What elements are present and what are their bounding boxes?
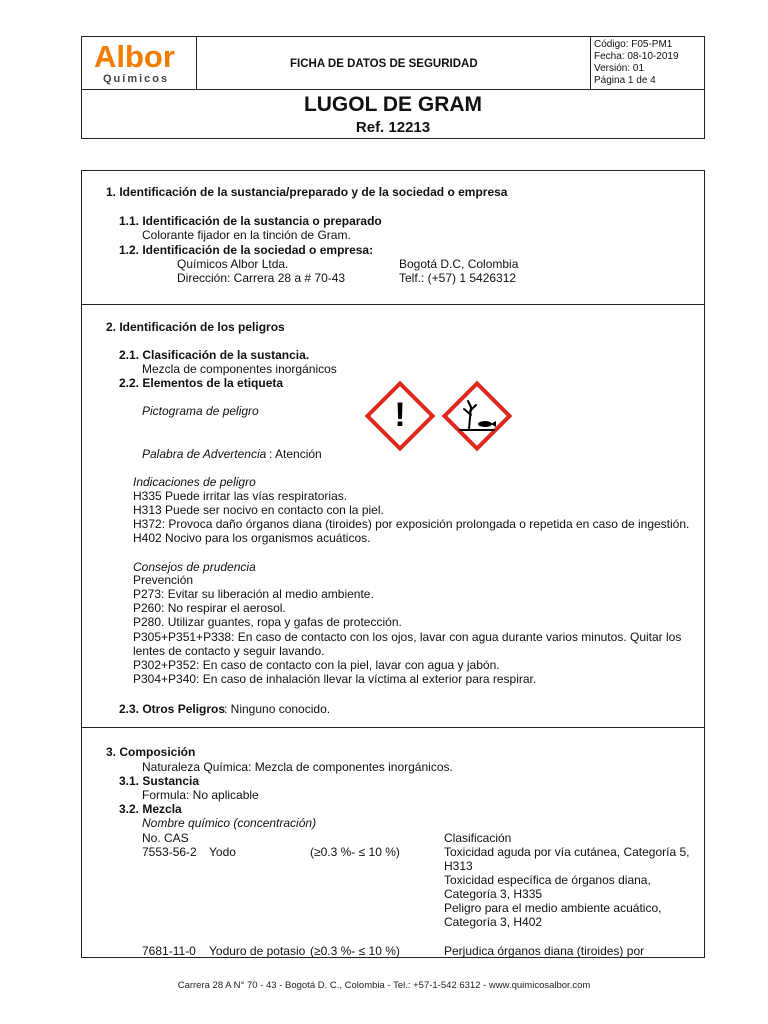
chemical-nature: Naturaleza Química: Mezcla de componentes inorgánicos.	[142, 760, 453, 774]
section1-1-text: Colorante fijador en la tinción de Gram.	[142, 228, 351, 242]
hazard-statement: H335 Puede irritar las vías respiratorias.	[133, 489, 348, 503]
section2-2-heading: 2.2. Elementos de la etiqueta	[119, 376, 284, 390]
section2-1-text: Mezcla de componentes inorgánicos	[142, 362, 337, 376]
company-phone: Telf.: (+57) 1 5426312	[399, 271, 517, 285]
precaution-statement: P302+P352: En caso de contacto con la piel, lavar con agua y jabón.	[133, 658, 500, 672]
section3-heading: 3. Composición	[106, 745, 196, 759]
environment-hazard-icon	[442, 381, 512, 451]
classification-line: Categoría 3, H402	[444, 915, 543, 929]
cas-number: 7681-11-0	[142, 944, 196, 958]
section2-3-text: : Ninguno conocido.	[224, 702, 331, 716]
classification-line: Toxicidad específica de órganos diana,	[444, 873, 651, 887]
component-name: Yoduro de potasio	[209, 944, 306, 958]
column-cas-header: No. CAS	[142, 831, 189, 845]
classification-line: H313	[444, 859, 473, 873]
header-col-divider-1	[196, 36, 197, 89]
meta-pagina: Página 1 de 4	[594, 75, 656, 86]
hazard-statement: H313 Puede ser nocivo en contacto con la piel.	[133, 503, 384, 517]
column-class-header: Clasificación	[444, 831, 512, 845]
classification-line: Perjudica órganos diana (tiroides) por	[444, 944, 645, 958]
section2-heading: 2. Identificación de los peligros	[106, 320, 285, 334]
logo-brand: Albor	[94, 39, 175, 74]
section2-3-heading: 2.3. Otros Peligros	[119, 702, 226, 716]
component-concentration: (≥0.3 %- ≤ 10 %)	[310, 845, 400, 859]
precaution-statement: P260: No respirar el aerosol.	[133, 601, 286, 615]
precaution-statement: P304+P340: En caso de inhalación llevar la víctima al exterior para respirar.	[133, 672, 537, 686]
company-city: Bogotá D.C, Colombia	[399, 257, 519, 271]
meta-version: Versión: 01	[594, 63, 645, 74]
signal-word-value: : Atención	[269, 447, 322, 461]
chemical-name-label: Nombre químico (concentración)	[142, 816, 317, 830]
hazard-statements-label: Indicaciones de peligro	[133, 475, 256, 489]
document-type: FICHA DE DATOS DE SEGURIDAD	[290, 58, 478, 70]
precaution-statement: P305+P351+P338: En caso de contacto con los ojos, lavar con agua durante varios minutos. Quitar los	[133, 630, 682, 644]
header-col-divider-2	[590, 36, 591, 89]
meta-fecha: Fecha: 08-10-2019	[594, 51, 679, 62]
precaution-label: Consejos de prudencia	[133, 560, 256, 574]
precaution-statement: P280. Utilizar guantes, ropa y gafas de protección.	[133, 615, 402, 629]
company-address: Dirección: Carrera 28 a # 70-43	[177, 271, 346, 285]
classification-line: Categoría 3, H335	[444, 887, 543, 901]
hazard-statement: H402 Nocivo para los organismos acuáticos.	[133, 531, 371, 545]
prevention-label: Prevención	[133, 573, 194, 587]
header-row-divider	[81, 89, 705, 90]
logo-subtitle: Químicos	[103, 73, 170, 85]
exclamation-mark-icon: !	[365, 381, 435, 451]
formula-text: Formula: No aplicable	[142, 788, 259, 802]
classification-line: Peligro para el medio ambiente acuático,	[444, 901, 662, 915]
precaution-statement: P273: Evitar su liberación al medio ambiente.	[133, 587, 374, 601]
company-name: Químicos Albor Ltda.	[177, 257, 289, 271]
meta-codigo: Código: F05-PM1	[594, 39, 673, 50]
classification-line: Toxicidad aguda por vía cutánea, Categoría 5,	[444, 845, 690, 859]
pictogram-label: Pictograma de peligro	[142, 404, 259, 418]
section3-1-heading: 3.1. Sustancia	[119, 774, 200, 788]
signal-word-label: Palabra de Advertencia	[142, 447, 267, 461]
section1-heading: 1. Identificación de la sustancia/preparado y de la sociedad o empresa	[106, 185, 508, 199]
section2-1-heading: 2.1. Clasificación de la sustancia.	[119, 348, 310, 362]
product-ref: Ref. 12213	[355, 119, 431, 136]
component-concentration: (≥0.3 %- ≤ 10 %)	[310, 944, 400, 958]
hazard-statement: H372: Provoca daño órganos diana (tiroides) por exposición prolongada o repetida en caso de ingestión.	[133, 517, 690, 531]
precaution-statement: lentes de contacto y seguir lavando.	[133, 644, 325, 658]
section1-1-heading: 1.1. Identificación de la sustancia o preparado	[119, 214, 382, 228]
page-footer: Carrera 28 A N° 70 - 43 - Bogotá D. C., Colombia - Tel.: +57-1-542 6312 - www.quimicosalbor.com	[177, 980, 591, 991]
component-name: Yodo	[209, 845, 236, 859]
section-divider-1	[81, 304, 705, 305]
section3-2-heading: 3.2. Mezcla	[119, 802, 182, 816]
cas-number: 7553-56-2	[142, 845, 197, 859]
product-title: LUGOL DE GRAM	[303, 93, 483, 116]
section-divider-2	[81, 727, 705, 728]
section1-2-heading: 1.2. Identificación de la sociedad o empresa:	[119, 243, 374, 257]
